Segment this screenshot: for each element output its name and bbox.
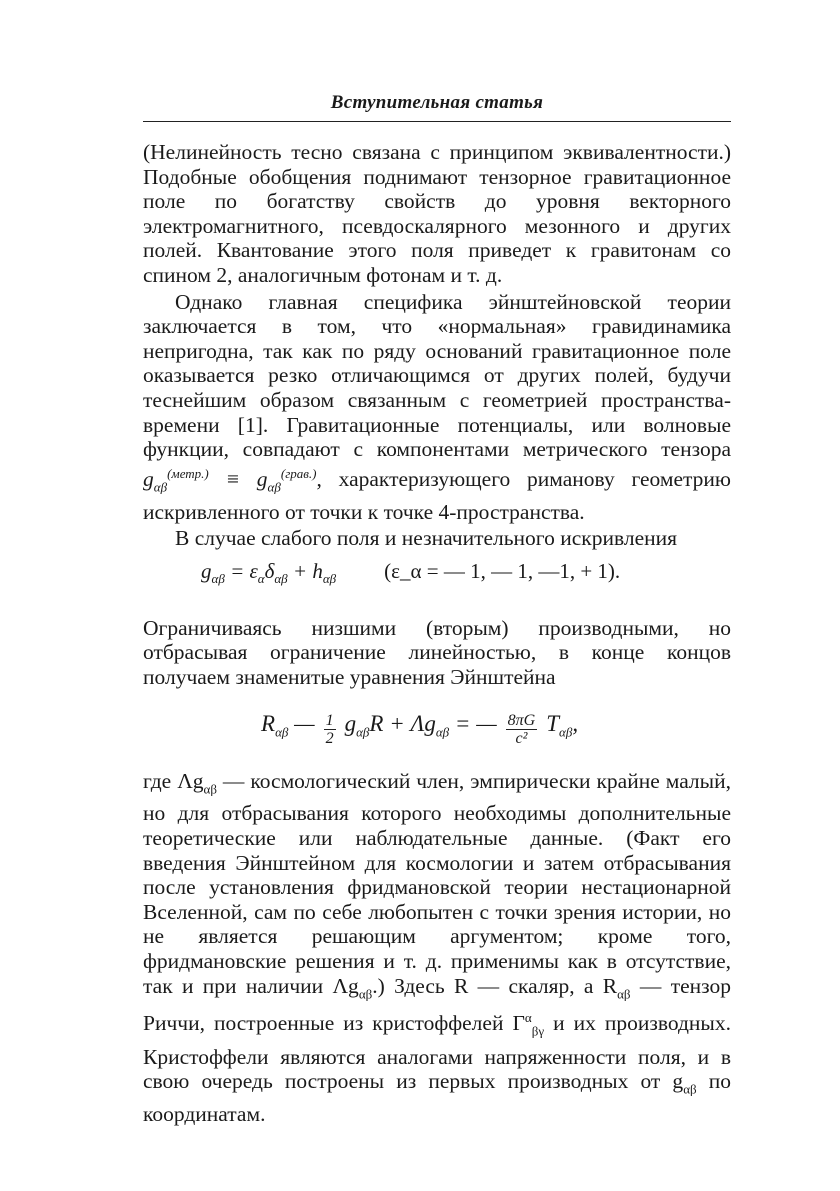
equation-weak-field: $g_{\alpha\beta} = \varepsilon_\alpha\delta_{\alpha\beta} + h_{\alpha\beta}$ (ε_α = — 1, — 1, —1, + 1). <box>201 558 621 587</box>
metric-tensor-symbol: $g_{\alpha\beta}^{(метр.)} \equiv g_{\alpha\beta}^{(грав.)}$ <box>143 465 317 495</box>
paragraph-2-text-a: Однако главная специфика эйнштейновской теории заключается в том, что «нормальная» гравидинамика непригодна, так как по ряду оснований гравитационное поле оказывается резко отличающимся от других полей, будучи теснейшим образом связанным с геометрией пространства-времени [1]. Гравитационные потенциалы, или волновые функции, совпадают с компонентами метрического тензора <box>143 289 731 462</box>
page-body <box>143 140 731 1127</box>
fraction-coupling: $\frac{8\pi G}{\text{c²}}$ <box>507 711 536 747</box>
running-header: Вступительная статья <box>330 92 544 113</box>
paragraph-1: (Нелинейность тесно связана с принципом эквивалентности.) Подобные обобщения поднимают тензорное гравитационное поле по богатству свойств до уровня векторного электромагнитного, псевдоскалярного мезонного и других полей. Квантование этого поля приведет к гравитонам со спином 2, аналогичным фотонам и т. д. <box>143 140 731 287</box>
paragraph-3: В случае слабого поля и незначительного искривления <box>175 526 678 551</box>
fraction-half: $\frac{1}{2}$ <box>325 711 334 747</box>
header-rule <box>143 121 731 122</box>
metric-superscript: (метр.) <box>167 465 209 481</box>
equation-einstein: $R_{\alpha\beta}$ — $\frac{1}{2}$ $g_{\alpha\beta}R + \Lambda g_{\alpha\beta}$ = — $\frac{8\pi G}{\text{c²}}$ $T_{\alpha\beta}$, <box>261 711 579 747</box>
paragraph-2 <box>143 290 731 525</box>
paragraph-5: где $\Lambda g_{\alpha\beta}$ — космологический член, эмпирически крайне малый, но для отбрасывания которого необходимы дополнительные теоретические или наблюдательные данные. (Факт его введения Эйнштейном для космологии и затем отбрасывания после установления фридмановской теории нестационарной Вселенной, сам по себе любопытен с точки зрения истории, но не является решающим аргументом; кроме того, фридмановские решения и т. д. применимы как в отсутствие, так и при наличии $\Lambda g_{\alpha\beta}$.) Здесь R — скаляр, а $R_{\alpha\beta}$ — тензор Риччи, построенные из кристоффелей $\Gamma^\alpha_{\beta\gamma}$ и их производных. Кристоффели являются аналогами напряженности поля, и в свою очередь построены из первых производных от $g_{\alpha\beta}$ по координатам. <box>143 768 731 1126</box>
equation-weak-field-condition: (ε_α = — 1, — 1, —1, + 1). <box>384 558 621 583</box>
grav-superscript: (грав.) <box>280 465 317 481</box>
paragraph-4: Ограничиваясь низшими (вторым) производными, но отбрасывая ограничение линейностью, в конце концов получаем знаменитые уравнения Эйнштейна <box>143 615 731 689</box>
paragraph-2-text-b: , характеризующего риманову геометрию искривленного от точки к точке 4-пространства. <box>143 466 731 524</box>
